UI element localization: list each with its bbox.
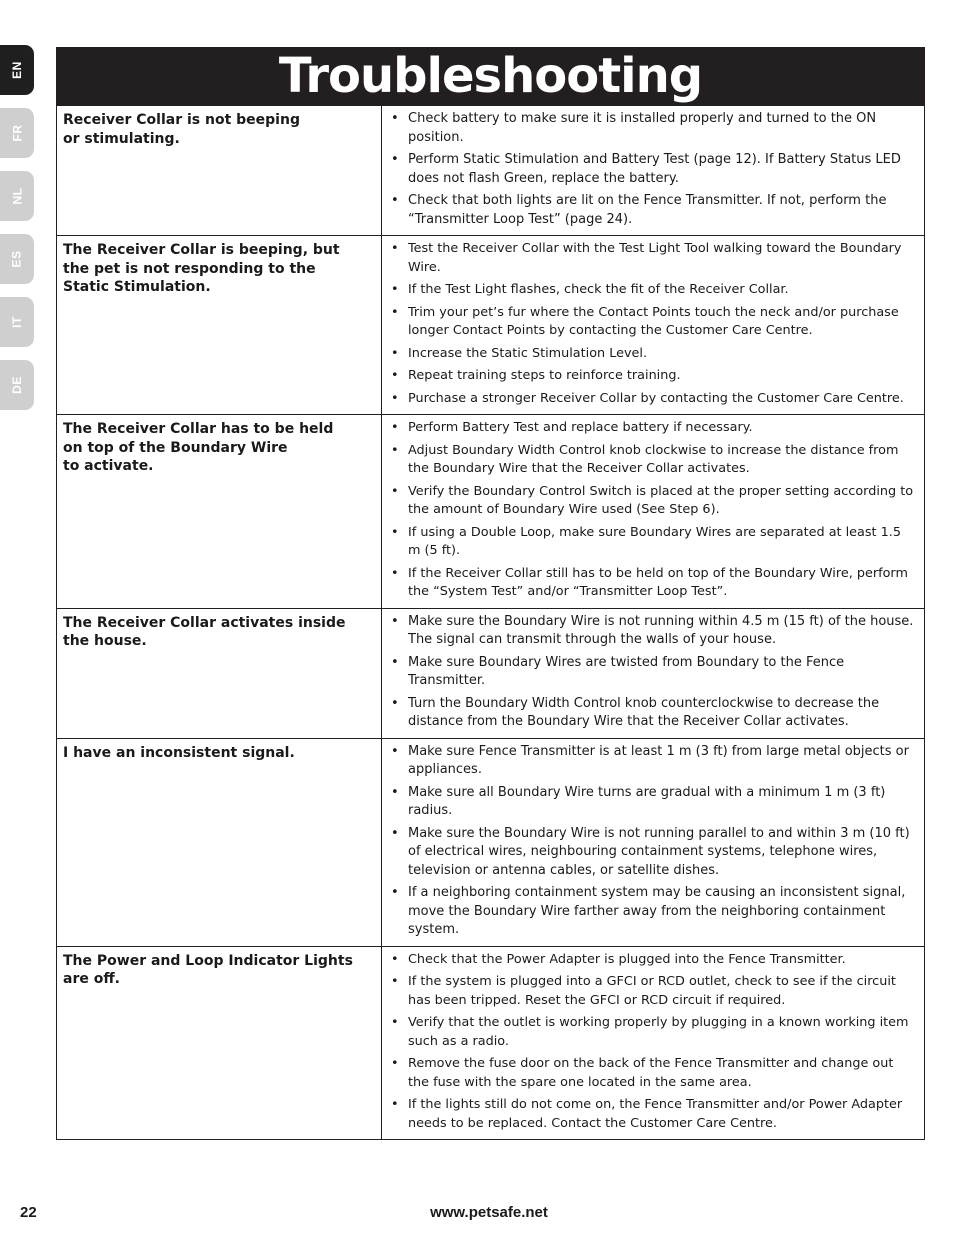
problem-text: The Receiver Collar activates inside the house. bbox=[63, 614, 346, 649]
solution-item: • Check battery to make sure it is installed properly and turned to the ON position. bbox=[388, 110, 916, 147]
table-row bbox=[57, 738, 925, 946]
table-row bbox=[57, 106, 925, 236]
problem-cell bbox=[57, 236, 382, 415]
language-tab-en[interactable] bbox=[0, 45, 34, 95]
problem-cell bbox=[57, 738, 382, 946]
language-tab-es[interactable] bbox=[0, 234, 34, 284]
solution-item: • Perform Battery Test and replace battery if necessary. bbox=[388, 419, 916, 438]
troubleshooting-table bbox=[56, 105, 925, 1140]
problem-text: Receiver Collar is not beeping or stimulating. bbox=[63, 112, 300, 147]
language-tab-label: NL bbox=[10, 187, 24, 205]
solution-item: • Make sure Fence Transmitter is at least 1 m (3 ft) from large metal objects or appliances. bbox=[388, 743, 916, 780]
solution-list bbox=[388, 240, 916, 408]
solution-item: • If using a Double Loop, make sure Boundary Wires are separated at least 1.5 m (5 ft). bbox=[388, 524, 916, 561]
language-tab-label: ES bbox=[9, 250, 24, 268]
solution-list bbox=[388, 951, 916, 1134]
solution-item: • If the Test Light flashes, check the fit of the Receiver Collar. bbox=[388, 281, 916, 300]
problem-cell bbox=[57, 415, 382, 609]
solution-item: • If a neighboring containment system may be causing an inconsistent signal, move the Boundary Wire farther away from the neighboring containment system. bbox=[388, 884, 916, 940]
language-tab-label: IT bbox=[9, 316, 24, 328]
solution-item: • If the system is plugged into a GFCI or RCD outlet, check to see if the circuit has been tripped. Reset the GFCI or RCD circuit if required. bbox=[388, 973, 916, 1010]
solution-item: • Check that the Power Adapter is plugged into the Fence Transmitter. bbox=[388, 951, 916, 970]
solution-item: • Purchase a stronger Receiver Collar by contacting the Customer Care Centre. bbox=[388, 390, 916, 409]
solution-item: • Make sure Boundary Wires are twisted from Boundary to the Fence Transmitter. bbox=[388, 654, 916, 691]
website-url: www.petsafe.net bbox=[430, 1204, 548, 1221]
solution-item: • Adjust Boundary Width Control knob clockwise to increase the distance from the Boundary Wire that the Receiver Collar activates. bbox=[388, 442, 916, 479]
solution-item: • Verify that the outlet is working properly by plugging in a known working item such as a radio. bbox=[388, 1014, 916, 1051]
solution-item: • Trim your pet’s fur where the Contact Points touch the neck and/or purchase longer Contact Points by contacting the Customer Care Centre. bbox=[388, 304, 916, 341]
problem-cell bbox=[57, 608, 382, 738]
solution-cell bbox=[382, 946, 925, 1140]
table-row bbox=[57, 608, 925, 738]
solution-item: • Check that both lights are lit on the Fence Transmitter. If not, perform the “Transmitter Loop Test” (page 24). bbox=[388, 192, 916, 229]
solution-item: • Perform Static Stimulation and Battery Test (page 12). If Battery Status LED does not flash Green, replace the battery. bbox=[388, 151, 916, 188]
problem-cell bbox=[57, 106, 382, 236]
solution-item: • Repeat training steps to reinforce training. bbox=[388, 367, 916, 386]
language-tab-label: DE bbox=[9, 376, 24, 394]
solution-list bbox=[388, 110, 916, 229]
solution-cell bbox=[382, 236, 925, 415]
problem-text: The Receiver Collar has to be held on top of the Boundary Wire to activate. bbox=[63, 421, 334, 474]
solution-item: • Verify the Boundary Control Switch is placed at the proper setting according to the amount of Boundary Wire used (See Step 6). bbox=[388, 483, 916, 520]
solution-cell bbox=[382, 106, 925, 236]
page-number: 22 bbox=[20, 1204, 37, 1221]
language-tab-label: FR bbox=[10, 124, 24, 142]
language-tab-label: EN bbox=[9, 61, 24, 79]
solution-item: • Turn the Boundary Width Control knob counterclockwise to decrease the distance from the Boundary Wire that the Receiver Collar activates. bbox=[388, 695, 916, 732]
solution-list bbox=[388, 743, 916, 940]
problem-cell bbox=[57, 946, 382, 1140]
title-bar bbox=[56, 47, 925, 105]
solution-cell bbox=[382, 738, 925, 946]
page-title: Troubleshooting bbox=[278, 48, 703, 104]
problem-text: I have an inconsistent signal. bbox=[63, 744, 295, 761]
problem-text: The Receiver Collar is beeping, but the pet is not responding to the Static Stimulation. bbox=[63, 242, 340, 295]
solution-item: • Increase the Static Stimulation Level. bbox=[388, 345, 916, 364]
language-tab-de[interactable] bbox=[0, 360, 34, 410]
language-tab-nl[interactable] bbox=[0, 171, 34, 221]
solution-item: • If the Receiver Collar still has to be held on top of the Boundary Wire, perform the “System Test” and/or “Transmitter Loop Test”. bbox=[388, 565, 916, 602]
problem-text: The Power and Loop Indicator Lights are off. bbox=[63, 952, 353, 987]
language-tab-fr[interactable] bbox=[0, 108, 34, 158]
solution-item: • If the lights still do not come on, the Fence Transmitter and/or Power Adapter needs to be replaced. Contact the Customer Care Centre. bbox=[388, 1096, 916, 1133]
table-row bbox=[57, 415, 925, 609]
table-row bbox=[57, 236, 925, 415]
table-row bbox=[57, 946, 925, 1140]
solution-item: • Make sure the Boundary Wire is not running parallel to and within 3 m (10 ft) of electrical wires, neighbouring containment systems, telephone wires, television or antenna cables, or satellite dishes. bbox=[388, 825, 916, 881]
solution-item: • Remove the fuse door on the back of the Fence Transmitter and change out the fuse with the spare one located in the same area. bbox=[388, 1055, 916, 1092]
solution-item: • Test the Receiver Collar with the Test Light Tool walking toward the Boundary Wire. bbox=[388, 240, 916, 277]
solution-list bbox=[388, 419, 916, 602]
language-tab-it[interactable] bbox=[0, 297, 34, 347]
solution-cell bbox=[382, 415, 925, 609]
solution-list bbox=[388, 613, 916, 732]
solution-item: • Make sure all Boundary Wire turns are gradual with a minimum 1 m (3 ft) radius. bbox=[388, 784, 916, 821]
solution-item: • Make sure the Boundary Wire is not running within 4.5 m (15 ft) of the house. The signal can transmit through the walls of your house. bbox=[388, 613, 916, 650]
solution-cell bbox=[382, 608, 925, 738]
